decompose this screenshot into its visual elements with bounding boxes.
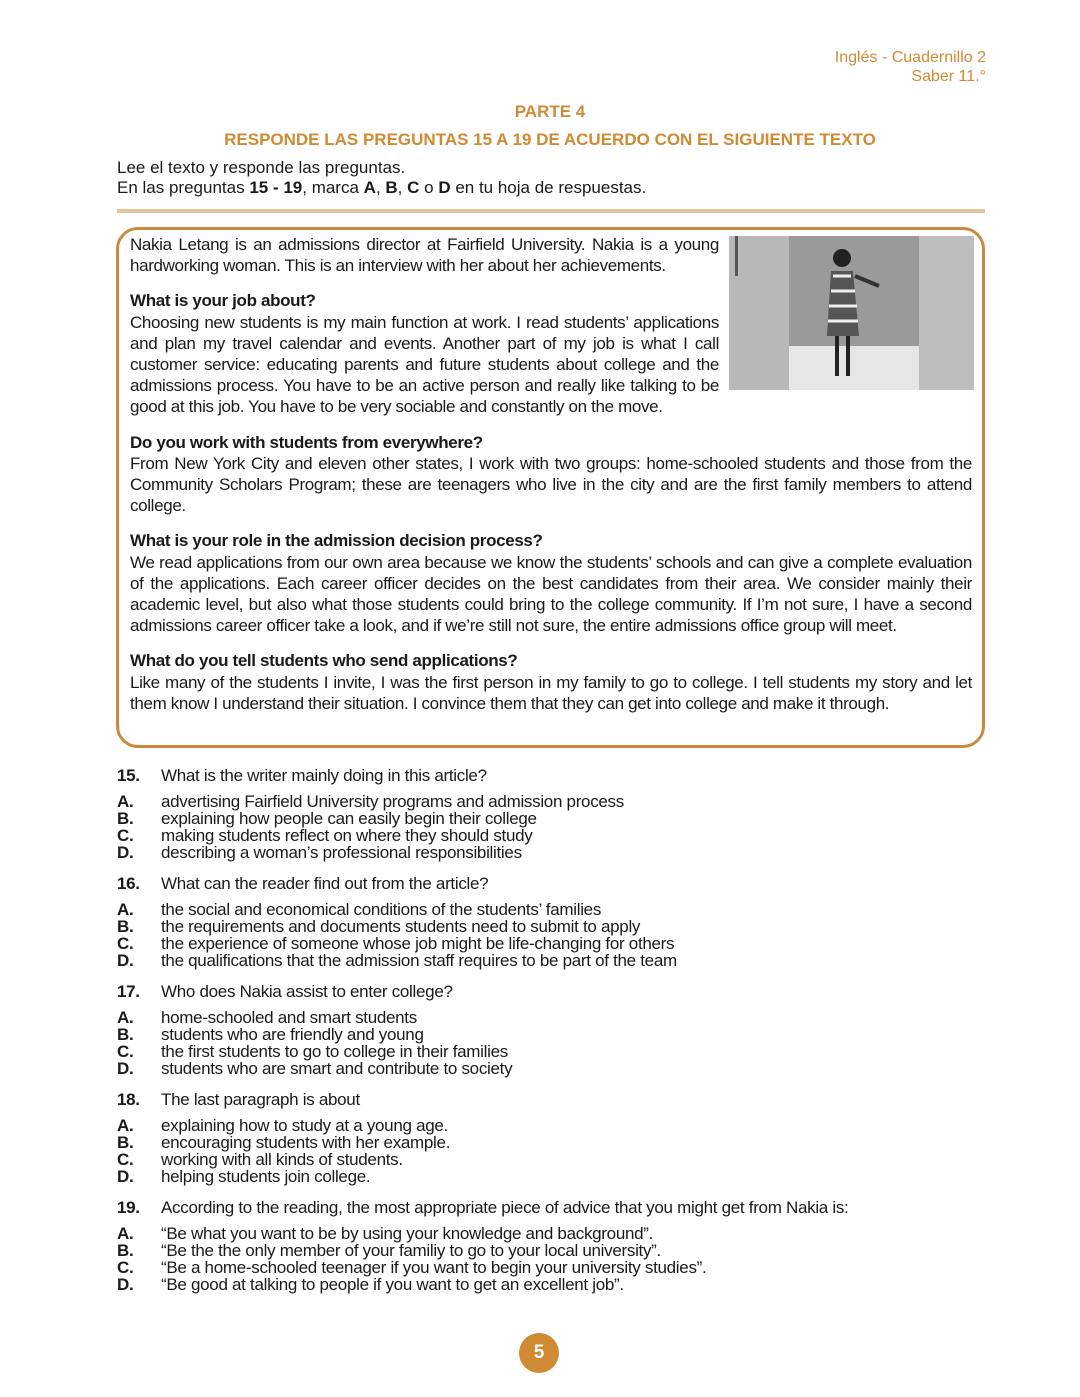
- option-letter: A.: [117, 792, 134, 811]
- passage-section: What is your job about? Choosing new students is my main function at work. I read students’ applications and plan my travel calendar and events. Another part of my job is what I call customer service: educating parents and future students about college and the admissions process. You have to be an active person and really like talking to be good at this job. You have to be very sociable and constantly on the move.: [130, 291, 719, 417]
- option-text: “Be a home-schooled teenager if you want to begin your university studies”.: [161, 1258, 707, 1277]
- option-text: home-schooled and smart students: [161, 1008, 417, 1027]
- part-title: PARTE 4: [514, 102, 586, 121]
- option-text: the social and economical conditions of the students’ families: [161, 900, 602, 919]
- answer-option: [117, 1043, 977, 1060]
- answer-option: [117, 1117, 977, 1134]
- option-letter: D.: [117, 843, 134, 862]
- question-stem: [117, 1090, 977, 1110]
- question-17: [117, 982, 977, 1077]
- option-letter: C.: [117, 934, 134, 953]
- option-letter: C.: [117, 1150, 134, 1169]
- instruction-line-2: En las preguntas 15 - 19, marca A, B, C o D en tu hoja de respuestas.: [117, 178, 647, 197]
- answer-option: [117, 1151, 977, 1168]
- portrait-photo: [729, 236, 974, 390]
- question-number: 15.: [117, 766, 140, 785]
- answer-option: [117, 844, 977, 861]
- answer-option: [117, 901, 977, 918]
- passage-intro: Nakia Letang is an admissions director at Fairfield University. Nakia is a young hardworking woman. This is an interview with her about her achievements.: [130, 235, 719, 276]
- header-subject: Inglés - Cuadernillo 2: [834, 49, 986, 66]
- option-text: students who are smart and contribute to society: [161, 1059, 513, 1078]
- instruction-line-1: Lee el texto y responde las preguntas.: [117, 158, 406, 177]
- answer-option: [117, 1060, 977, 1077]
- header-exam: Saber 11.°: [911, 68, 986, 85]
- instructions: [117, 158, 646, 198]
- answer-option: [117, 810, 977, 827]
- option-text: advertising Fairfield University programs and admission process: [161, 792, 624, 811]
- passage: [130, 234, 972, 728]
- answer-option: [117, 935, 977, 952]
- option-letter: A.: [117, 1008, 134, 1027]
- questions: [117, 766, 977, 1306]
- answer-option: [117, 1259, 977, 1276]
- option-letter: D.: [117, 1275, 134, 1294]
- page-number: 5: [519, 1333, 559, 1373]
- option-text: encouraging students with her example.: [161, 1133, 451, 1152]
- option-letter: B.: [117, 1025, 134, 1044]
- answer-option: [117, 793, 977, 810]
- question-text: Who does Nakia assist to enter college?: [161, 982, 453, 1001]
- option-letter: B.: [117, 1241, 134, 1260]
- option-letter: D.: [117, 951, 134, 970]
- question-number: 16.: [117, 874, 140, 893]
- question-19: [117, 1198, 977, 1293]
- question-stem: [117, 1198, 977, 1218]
- section-subtitle: RESPONDE LAS PREGUNTAS 15 A 19 DE ACUERDO CON EL SIGUIENTE TEXTO: [224, 130, 876, 149]
- question-text: What is the writer mainly doing in this article?: [161, 766, 487, 785]
- option-letter: A.: [117, 1116, 134, 1135]
- passage-section: What do you tell students who send applications? Like many of the students I invite, I was the first person in my family to go to college. I tell students my story and let them know I understand their situation. I convince them that they can get into college and make it through.: [130, 651, 972, 713]
- option-letter: A.: [117, 1224, 134, 1243]
- question-text: The last paragraph is about: [161, 1090, 360, 1109]
- option-text: helping students join college.: [161, 1167, 371, 1186]
- option-text: students who are friendly and young: [161, 1025, 424, 1044]
- question-15: [117, 766, 977, 861]
- question-text: What can the reader find out from the article?: [161, 874, 489, 893]
- question-stem: [117, 874, 977, 894]
- answer-option: [117, 1009, 977, 1026]
- option-letter: B.: [117, 809, 134, 828]
- option-text: “Be the the only member of your familiy to go to your local university”.: [161, 1241, 661, 1260]
- option-text: the first students to go to college in their families: [161, 1042, 508, 1061]
- answer-option: [117, 827, 977, 844]
- question-number: 19.: [117, 1198, 140, 1217]
- option-letter: B.: [117, 917, 134, 936]
- answer-option: [117, 1168, 977, 1185]
- passage-section: What is your role in the admission decision process? We read applications from our own area because we know the students’ schools and can give a complete evaluation of the applications. Each career officer decides on the best candidates from their area. We consider mainly their academic level, but also what those students could bring to the college community. If I’m not sure, I have a second admissions career officer take a look, and if we’re still not sure, the entire admissions office group will meet.: [130, 531, 972, 636]
- passage-section: Do you work with students from everywhere? From New York City and eleven other states, I work with two groups: home-schooled students and those from the Community Scholars Program; these are teenagers who live in the city and are the first family members to attend college.: [130, 432, 972, 516]
- answer-option: [117, 1242, 977, 1259]
- answer-option: [117, 918, 977, 935]
- option-text: the qualifications that the admission staff requires to be part of the team: [161, 951, 677, 970]
- question-18: [117, 1090, 977, 1185]
- option-text: “Be what you want to be by using your knowledge and background”.: [161, 1224, 654, 1243]
- option-letter: C.: [117, 1258, 134, 1277]
- option-text: “Be good at talking to people if you want to get an excellent job”.: [161, 1275, 624, 1294]
- option-letter: C.: [117, 826, 134, 845]
- answer-option: [117, 1225, 977, 1242]
- option-letter: B.: [117, 1133, 134, 1152]
- option-letter: C.: [117, 1042, 134, 1061]
- option-text: the experience of someone whose job might be life-changing for others: [161, 934, 675, 953]
- question-text: According to the reading, the most appropriate piece of advice that you might get from Nakia is:: [161, 1198, 849, 1217]
- option-text: explaining how people can easily begin their college: [161, 809, 537, 828]
- option-text: explaining how to study at a young age.: [161, 1116, 448, 1135]
- option-letter: D.: [117, 1167, 134, 1186]
- document-header: [835, 48, 986, 86]
- option-text: the requirements and documents students need to submit to apply: [161, 917, 641, 936]
- question-stem: [117, 982, 977, 1002]
- option-text: describing a woman’s professional responsibilities: [161, 843, 522, 862]
- question-number: 17.: [117, 982, 140, 1001]
- question-stem: [117, 766, 977, 786]
- answer-option: [117, 1026, 977, 1043]
- divider: [117, 209, 985, 213]
- answer-option: [117, 1134, 977, 1151]
- answer-option: [117, 1276, 977, 1293]
- question-16: [117, 874, 977, 969]
- option-text: making students reflect on where they should study: [161, 826, 533, 845]
- option-text: working with all kinds of students.: [161, 1150, 403, 1169]
- question-number: 18.: [117, 1090, 140, 1109]
- answer-option: [117, 952, 977, 969]
- option-letter: A.: [117, 900, 134, 919]
- option-letter: D.: [117, 1059, 134, 1078]
